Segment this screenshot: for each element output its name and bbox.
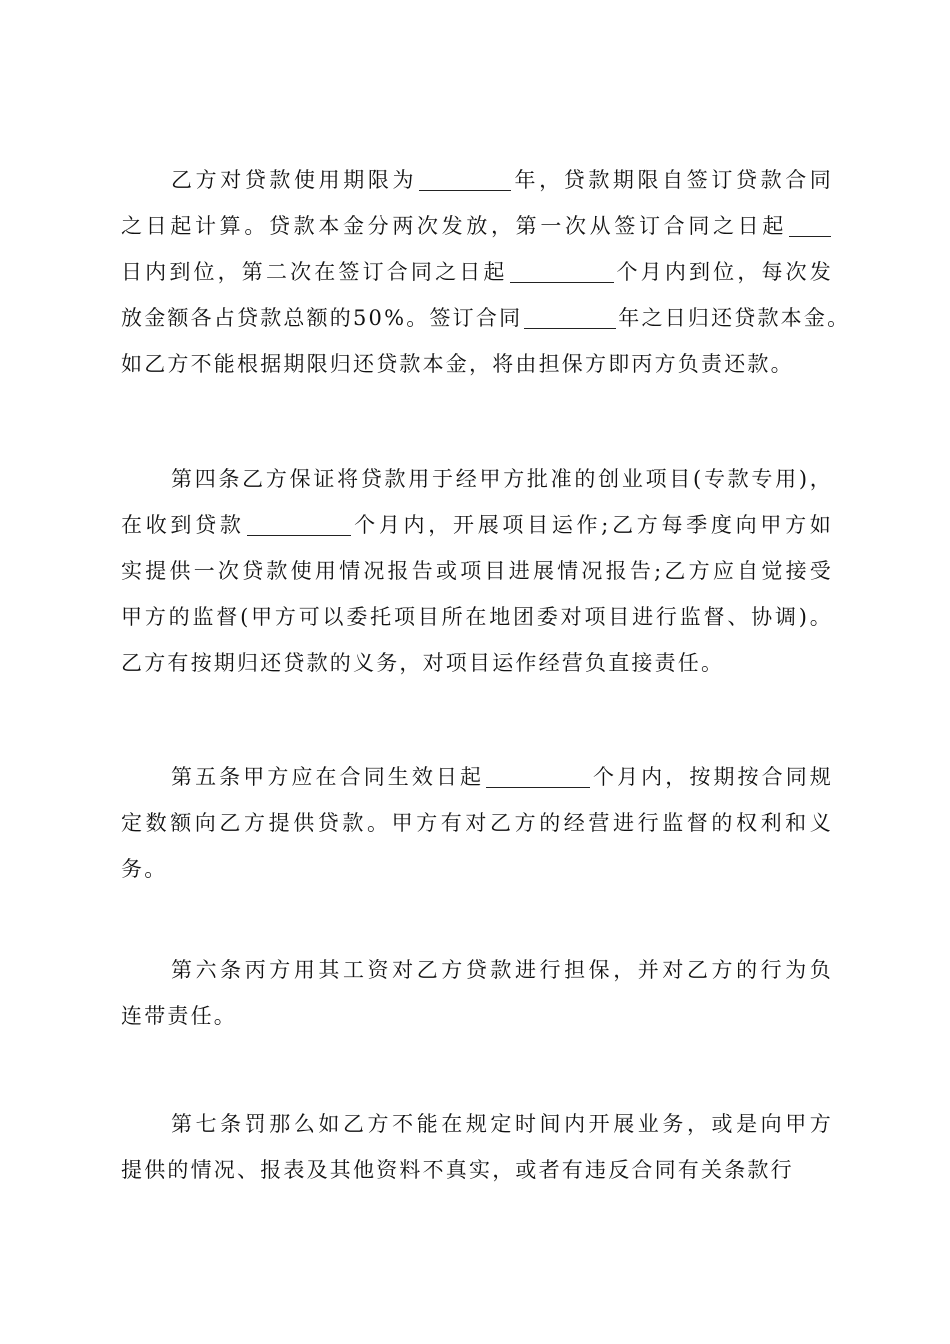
text-segment: 提供的情况、报表及其他资料不真实，或者有违反合同有关条款行 [121,1158,794,1182]
text-line [121,640,833,686]
fill-in-blank [486,765,590,788]
text-line [121,295,851,341]
text-line [121,548,833,594]
text-segment: 个月内，按期按合同规 [592,765,833,789]
text-segment: 第七条罚那么如乙方不能在规定时间内开展业务，或是向甲方 [171,1112,833,1136]
paragraph-article-7 [121,1101,833,1193]
fill-in-blank [419,168,511,191]
text-line [121,157,833,203]
text-line [121,249,833,295]
text-segment: 个月内到位，每次发 [615,260,833,284]
text-segment: 在收到贷款 [121,513,245,537]
text-line [121,502,833,548]
text-line [121,846,833,892]
text-segment: 务。 [121,857,168,881]
text-line [121,947,833,993]
text-line [121,341,833,387]
text-segment: 实提供一次贷款使用情况报告或项目进展情况报告;乙方应自觉接受 [121,559,833,583]
text-line [121,456,833,502]
text-segment: 年，贷款期限自签订贷款合同 [513,168,834,192]
text-line [121,993,833,1039]
text-segment: 如乙方不能根据期限归还贷款本金，将由担保方即丙方负责还款。 [121,352,794,376]
fill-in-blank [510,260,614,283]
text-segment: 日内到位，第二次在签订合同之日起 [121,260,508,284]
text-segment: 放金额各占贷款总额的50%。签订合同 [121,306,523,330]
text-segment: 乙方对贷款使用期限为 [171,168,418,192]
paragraph-article-4 [121,456,833,686]
text-line [121,800,833,846]
text-line [121,754,833,800]
text-line [121,594,833,640]
text-segment: 第五条甲方应在合同生效日起 [171,765,485,789]
paragraph-article-5 [121,754,833,892]
text-line [121,203,833,249]
text-segment: 甲方的监督(甲方可以委托项目所在地团委对项目进行监督、协调)。 [121,605,833,629]
fill-in-blank [247,513,351,536]
text-segment: 之日起计算。贷款本金分两次发放，第一次从签订合同之日起 [121,214,787,238]
text-line [121,1147,833,1193]
paragraph-article-6 [121,947,833,1039]
fill-in-blank [524,306,616,329]
text-segment: 第四条乙方保证将贷款用于经甲方批准的创业项目(专款专用)， [171,467,833,491]
paragraph-loan-term [121,157,851,387]
text-segment: 第六条丙方用其工资对乙方贷款进行担保，并对乙方的行为负 [171,958,833,982]
text-segment: 年之日归还贷款本金。 [618,306,851,330]
text-segment: 乙方有按期归还贷款的义务，对项目运作经营负直接责任。 [121,651,725,675]
text-segment: 个月内，开展项目运作;乙方每季度向甲方如 [352,513,834,537]
text-segment: 定数额向乙方提供贷款。甲方有对乙方的经营进行监督的权利和义 [121,811,833,835]
fill-in-blank [789,214,831,237]
text-line [121,1101,833,1147]
text-segment: 连带责任。 [121,1004,237,1028]
